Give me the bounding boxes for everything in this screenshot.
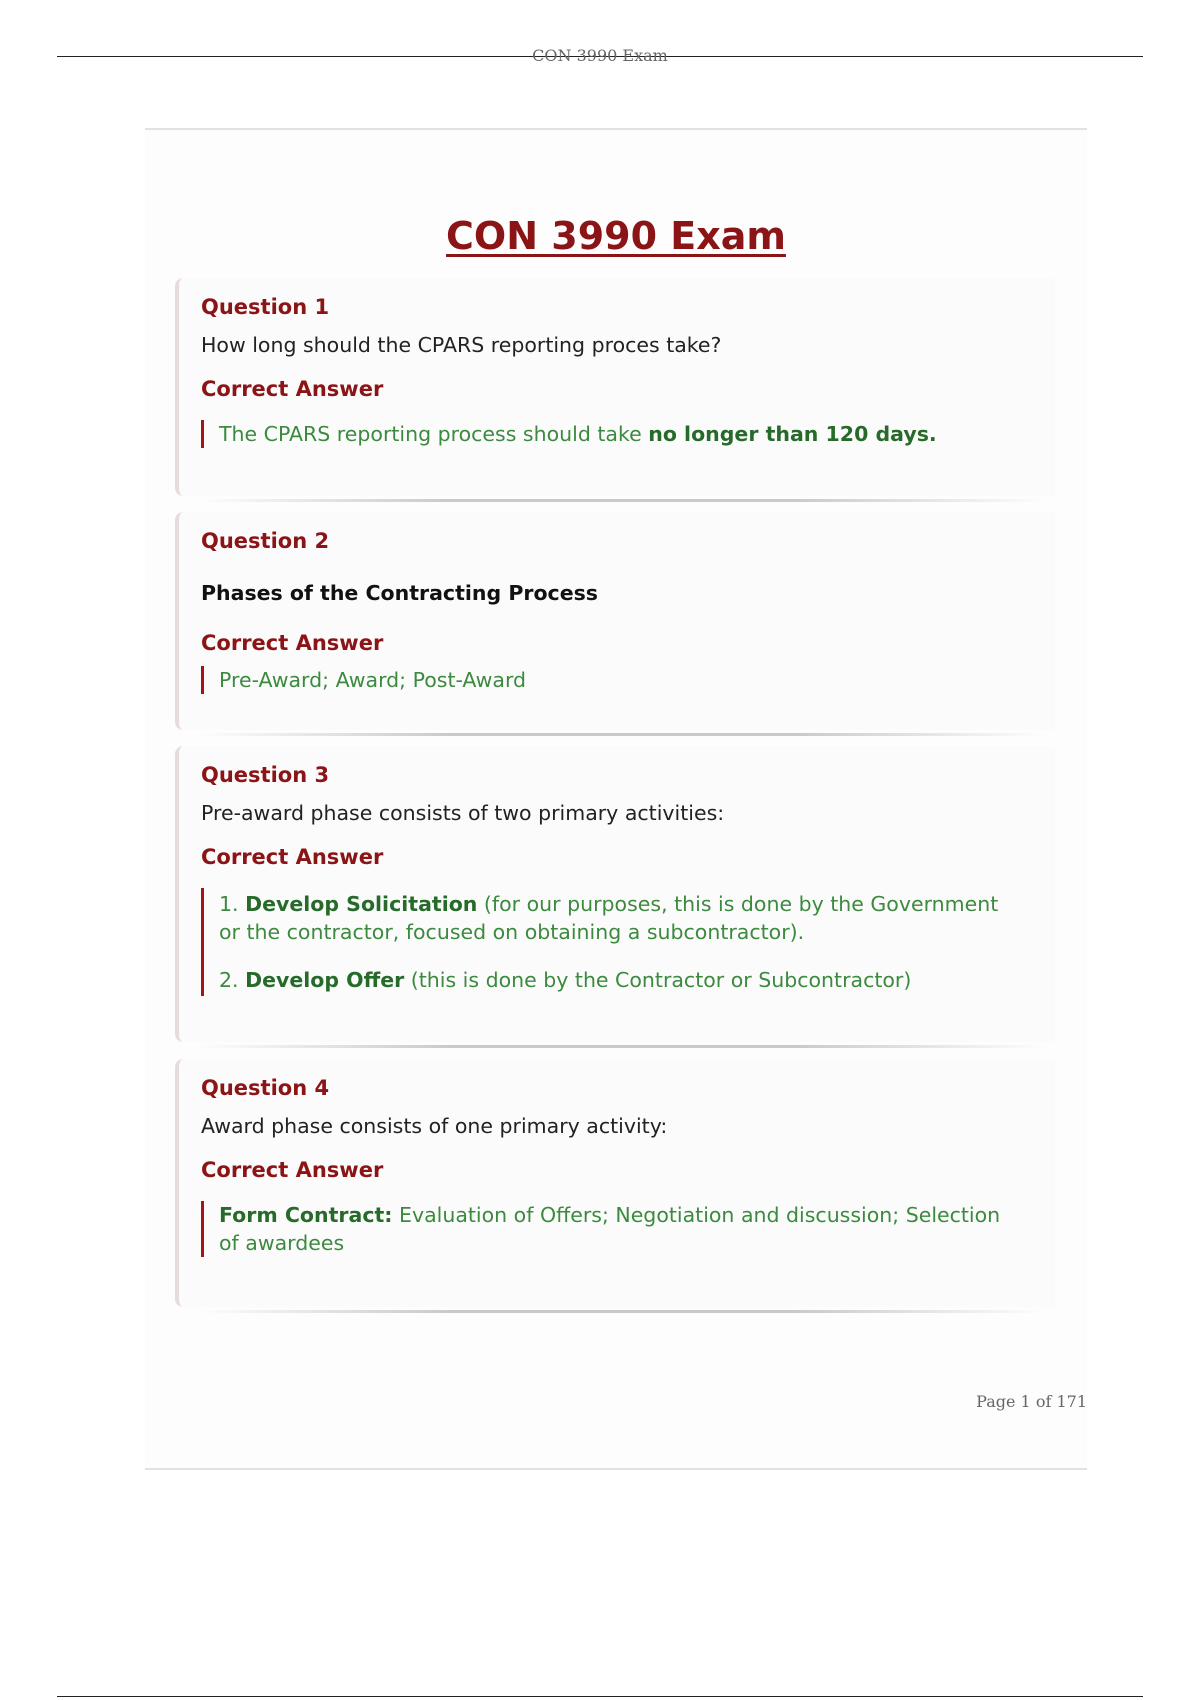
document-title: CON 3990 Exam bbox=[446, 214, 786, 258]
answer-block bbox=[201, 666, 1021, 694]
footer-rule bbox=[57, 1696, 1143, 1697]
answer-text: Pre-Award; Award; Post-Award bbox=[219, 668, 527, 692]
page-number: Page 1 of 171 bbox=[976, 1392, 1087, 1411]
answer-emphasis: Form Contract: bbox=[219, 1203, 393, 1227]
question-text: Award phase consists of one primary activity: bbox=[201, 1114, 668, 1138]
correct-answer-label: Correct Answer bbox=[201, 1158, 384, 1182]
answer-block bbox=[201, 420, 1021, 448]
running-header: CON 3990 Exam bbox=[532, 46, 668, 65]
answer-text: Evaluation of Offers; Negotiation and discussion; Selection of awardees bbox=[219, 1203, 1001, 1255]
answer-emphasis: no longer than 120 days. bbox=[648, 422, 937, 446]
question-card-1 bbox=[175, 278, 1055, 496]
question-card-3 bbox=[175, 746, 1055, 1042]
question-card-4 bbox=[175, 1059, 1055, 1307]
question-text: How long should the CPARS reporting proces take? bbox=[201, 333, 722, 357]
correct-answer-label: Correct Answer bbox=[201, 845, 384, 869]
answer-list-item: 1. Develop Solicitation (for our purposes, this is done by the Government or the contractor, focused on obtaining a subcontractor). bbox=[219, 892, 999, 944]
correct-answer-label: Correct Answer bbox=[201, 377, 384, 401]
question-text: Phases of the Contracting Process bbox=[201, 581, 598, 605]
answer-text: The CPARS reporting process should take bbox=[219, 422, 649, 446]
question-label: Question 1 bbox=[201, 295, 330, 319]
document-sheet bbox=[145, 128, 1087, 1470]
answer-block bbox=[201, 1201, 1021, 1257]
answer-block bbox=[201, 888, 1021, 996]
question-card-2 bbox=[175, 512, 1055, 730]
question-label: Question 2 bbox=[201, 529, 330, 553]
correct-answer-label: Correct Answer bbox=[201, 631, 384, 655]
question-label: Question 3 bbox=[201, 763, 330, 787]
answer-list-item: 2. Develop Offer (this is done by the Contractor or Subcontractor) bbox=[219, 968, 912, 992]
question-label: Question 4 bbox=[201, 1076, 330, 1100]
question-text: Pre-award phase consists of two primary activities: bbox=[201, 801, 725, 825]
